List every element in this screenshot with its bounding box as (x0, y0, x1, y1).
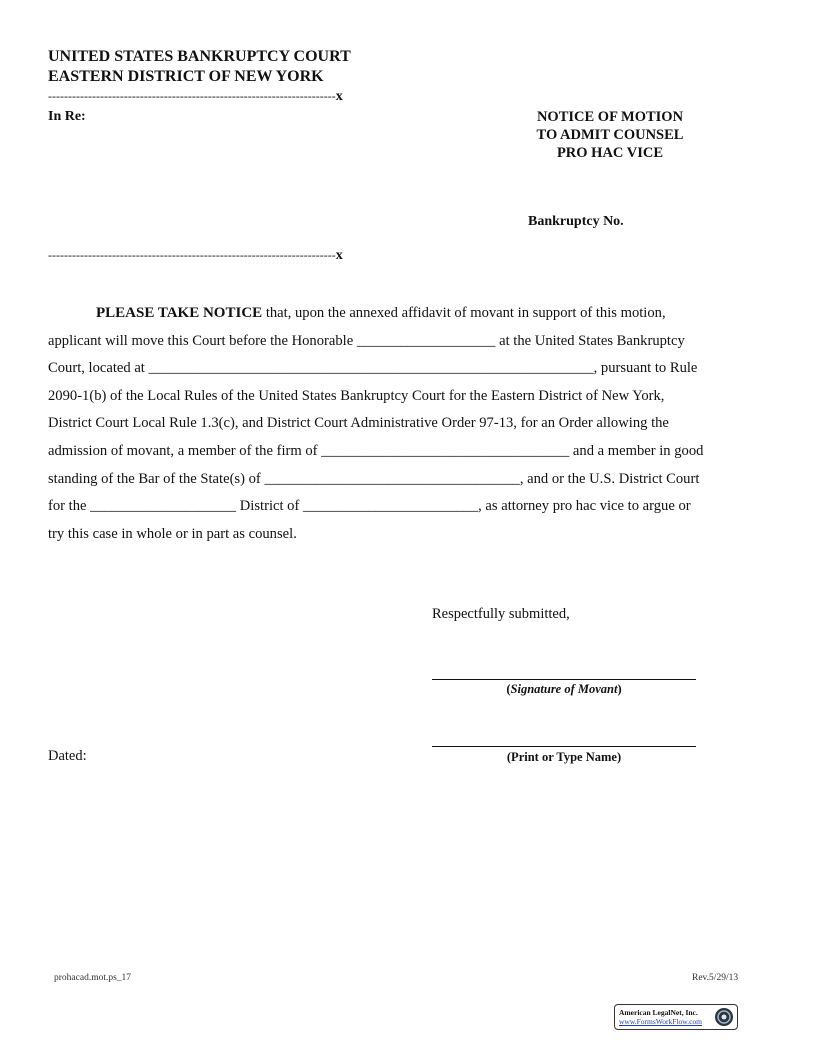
signature-caption: (Signature of Movant) (506, 682, 622, 696)
title-line-1: NOTICE OF MOTION (536, 109, 684, 125)
globe-icon (714, 1007, 734, 1027)
judge-blank[interactable]: ___________________ (356, 332, 496, 349)
print-name-caption: (Print or Type Name) (506, 750, 622, 764)
body-line: for the ____________________ District of ________________________, as attorney pro hac vice to argue or (48, 498, 691, 515)
form-id: prohacad.mot.ps_17 (54, 973, 132, 983)
district-of-blank[interactable]: ________________________ (303, 498, 479, 515)
print-name-line[interactable] (432, 746, 696, 747)
body-line: standing of the Bar of the State(s) of ___________________________________, and or the U.S. District Court (48, 470, 700, 487)
body-line: Court, located at _____________________________________________________________, pursuant to Rule (48, 360, 698, 377)
state-bar-blank[interactable]: ___________________________________ (264, 470, 520, 487)
in-re-label: In Re: (48, 109, 86, 124)
publisher-link[interactable]: www.FormsWorkFlow.com (619, 1017, 703, 1026)
divider-dashes: ------------------------------------------------------------------------ (48, 89, 336, 103)
document-title (500, 108, 720, 162)
body-line: try this case in whole or in part as counsel. (48, 525, 297, 542)
district-for-blank[interactable]: ____________________ (90, 498, 237, 515)
motion-body (48, 300, 776, 548)
body-line: applicant will move this Court before the Honorable ___________________ at the United States Bankruptcy (48, 332, 685, 349)
dated-label: Dated: (48, 748, 87, 764)
divider-dashes: ------------------------------------------------------------------------ (48, 248, 336, 262)
caption-divider-top (48, 89, 343, 105)
divider-x: x (335, 89, 343, 104)
publisher-name: American LegalNet, Inc. (619, 1008, 698, 1017)
body-line: PLEASE TAKE NOTICE that, upon the annexed affidavit of movant in support of this motion, (96, 305, 666, 321)
respectfully-submitted: Respectfully submitted, (432, 606, 570, 622)
caption-divider-bottom (48, 248, 343, 264)
body-line: District Court Local Rule 1.3(c), and District Court Administrative Order 97-13, for an Order allowing the (48, 415, 669, 432)
bankruptcy-number-label: Bankruptcy No. (528, 214, 624, 229)
title-line-2: TO ADMIT COUNSEL (536, 127, 684, 143)
body-line: 2090-1(b) of the Local Rules of the United States Bankruptcy Court for the Eastern District of New York, (48, 387, 665, 404)
revision-date: Rev.5/29/13 (692, 973, 739, 983)
court-heading (48, 47, 351, 87)
divider-x: x (335, 248, 343, 263)
court-name: UNITED STATES BANKRUPTCY COURT (48, 48, 351, 65)
firm-blank[interactable]: __________________________________ (321, 442, 570, 459)
title-line-3: PRO HAC VICE (556, 145, 664, 161)
court-location-blank[interactable]: _____________________________________________________________ (148, 360, 594, 377)
publisher-badge[interactable] (614, 1004, 738, 1030)
body-line: admission of movant, a member of the firm of __________________________________ and a member in good (48, 442, 704, 459)
please-take-notice: PLEASE TAKE NOTICE (96, 305, 263, 321)
court-district: EASTERN DISTRICT OF NEW YORK (48, 68, 324, 85)
signature-line[interactable] (432, 679, 696, 680)
